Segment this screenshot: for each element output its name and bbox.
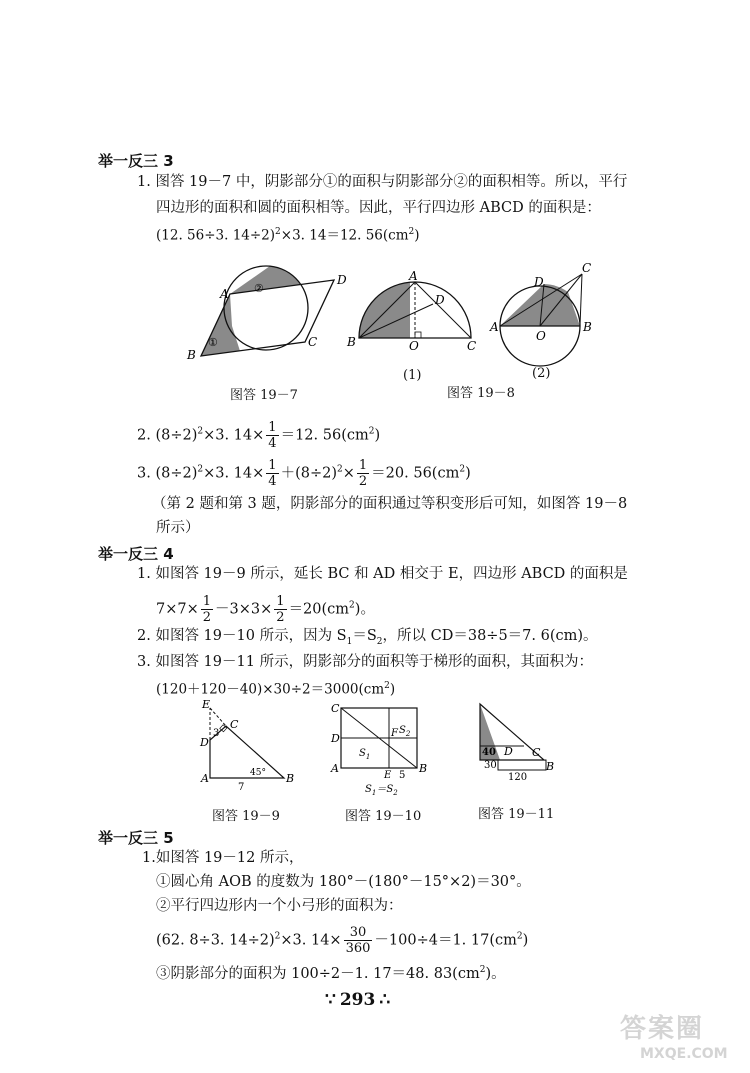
label-E: E xyxy=(384,770,392,781)
label-C: C xyxy=(532,746,541,759)
label-B: B xyxy=(187,348,196,362)
figure-caption: 图答 19－8 xyxy=(447,386,515,401)
text-line: 3. 如图答 19－11 所示，阴影部分的面积等于梯形的面积，其面积为： xyxy=(137,654,594,670)
figure-caption: 图答 19－9 xyxy=(212,809,280,824)
label-circled-1: ① xyxy=(208,336,218,349)
note-line: 所示） xyxy=(156,520,200,536)
label-B: B xyxy=(286,772,295,785)
label-C: C xyxy=(582,261,592,275)
text-line: ①圆心角 AOB 的度数为 180°－(180°－15°×2)＝30°。 xyxy=(156,874,531,890)
label-D: D xyxy=(200,736,209,749)
text-line: ②平行四边形内一个小弓形的面积为： xyxy=(156,898,403,914)
label-B: B xyxy=(419,762,428,775)
shaded-region-2 xyxy=(230,266,334,294)
line-BC xyxy=(580,274,582,326)
text-line: 2. 如图答 19－10 所示，因为 $S_1=S_2$，所以 CD＝38÷5＝7. 6(cm)。 xyxy=(137,628,598,647)
figure-19-7 xyxy=(180,266,360,366)
formula-line: (62. 8÷3. 14÷2)$^2$×3. 14× $\frac{30}{360}$ －100÷4＝1. $17(cm^2)$ xyxy=(156,925,529,956)
dashed-extension xyxy=(210,708,226,726)
label-D: D xyxy=(504,745,513,758)
subfigure-label: (2) xyxy=(532,366,551,381)
label-O: O xyxy=(409,339,419,353)
label-B: B xyxy=(546,760,555,773)
label-30: 30 xyxy=(484,760,497,771)
page-number: ∵ 293 ∴ xyxy=(325,990,391,1010)
text-line: 1. 如图答 19－9 所示，延长 BC 和 AD 相交于 E，四边形 ABCD 的面积是 xyxy=(137,566,628,582)
shaded-region xyxy=(500,284,580,326)
text-line: 1.如图答 19－12 所示， xyxy=(142,850,304,866)
label-A: A xyxy=(201,772,209,785)
figure-19-8-1 xyxy=(345,268,485,353)
text-line: 1. 图答 19－7 中，阴影部分①的面积与阴影部分②的面积相等。所以，平行 xyxy=(137,174,628,190)
figure-caption: 图答 19－11 xyxy=(478,807,555,822)
label-B: B xyxy=(347,335,356,349)
label-5: 5 xyxy=(399,770,406,781)
label-A: A xyxy=(331,762,339,775)
section-heading: 举一反三 4 xyxy=(98,545,174,563)
line-AC xyxy=(415,282,471,338)
figure-19-8-2 xyxy=(490,262,600,377)
label-C: C xyxy=(230,718,239,731)
figure-19-11 xyxy=(470,700,570,785)
watermark-logo: 答案圈 xyxy=(620,1014,705,1044)
label-40: 40 xyxy=(482,747,496,758)
bottom-strip xyxy=(498,760,546,770)
right-angle xyxy=(415,332,421,338)
section-heading: 举一反三 5 xyxy=(98,829,174,847)
label-D: D xyxy=(435,293,445,307)
label-D: D xyxy=(337,273,347,287)
quadrilateral xyxy=(210,726,284,778)
formula-line: (12. 56÷3. 14÷2)$^2$×3. 14＝12. $56(cm^2)$ xyxy=(156,227,420,244)
label-D: D xyxy=(331,732,340,745)
label-A: A xyxy=(409,269,418,283)
label-S1: $S_1$ xyxy=(359,748,371,761)
label-D: D xyxy=(534,275,544,289)
formula-line: $(120+120-40)\times 30\div 2=3000(cm^2)$ xyxy=(156,681,396,698)
label-S2: $S_2$ xyxy=(399,725,411,738)
watermark-url: MXQE.COM xyxy=(640,1046,728,1062)
label-3: 3 xyxy=(213,728,220,739)
label-E: E xyxy=(202,698,211,711)
label-B: B xyxy=(583,320,592,334)
label-C: C xyxy=(467,339,477,353)
figure-19-9 xyxy=(198,698,298,793)
label-O: O xyxy=(536,329,546,343)
subfigure-label: (1) xyxy=(403,368,422,383)
section-heading: 举一反三 3 xyxy=(98,152,174,170)
label-F: F xyxy=(391,728,398,739)
formula-line: 2. $(8\div 2)^2\times 3$. 14× $\frac{1}{4}$ ＝12. $56(cm^2)$ xyxy=(137,420,381,451)
label-120: 120 xyxy=(508,772,528,783)
label-C: C xyxy=(308,335,318,349)
formula-line: 7×7× $\frac{1}{2}$ －3×3× $\frac{1}{2}$ $=20(cm^2)$。 xyxy=(156,594,375,625)
label-A: A xyxy=(490,320,499,334)
text-line: ③阴影部分的面积为 100÷2－1. 17＝48. $83(cm^2)$。 xyxy=(156,965,506,982)
shaded-region-1 xyxy=(201,294,240,356)
label-45deg: 45° xyxy=(250,768,266,778)
figure-caption: 图答 19－7 xyxy=(230,388,298,403)
label-circled-2: ② xyxy=(254,282,264,295)
figure-19-10 xyxy=(325,700,435,798)
equation-S1-S2: $S_1=S_2$ xyxy=(365,784,398,797)
text-line: 四边形的面积和圆的面积相等。因此，平行四边形 ABCD 的面积是： xyxy=(156,200,601,216)
formula-line: 3. $(8\div 2)^2\times 3$. 14× $\frac{1}{4}$ $+(8\div 2)^2\times$ $\frac{1}{2}$ ＝20. $56(cm^2)$ xyxy=(137,458,471,489)
note-line: （第 2 题和第 3 题，阴影部分的面积通过等积变形后可知，如图答 19－8 xyxy=(152,496,628,512)
label-A: A xyxy=(220,287,229,301)
figure-caption: 图答 19－10 xyxy=(345,809,422,824)
label-7: 7 xyxy=(238,782,245,793)
label-C: C xyxy=(331,702,340,715)
